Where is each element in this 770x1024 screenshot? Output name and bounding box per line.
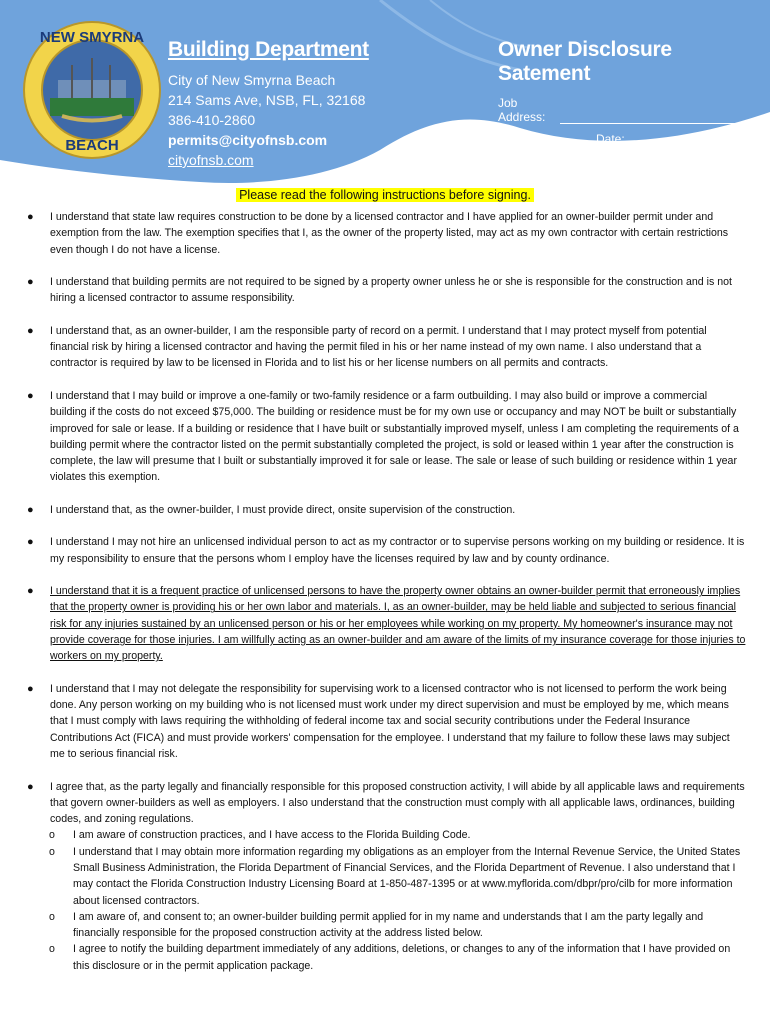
bullet-icon: ● [27, 324, 34, 337]
circle-bullet-icon: o [49, 845, 55, 858]
job-address-row [498, 96, 738, 124]
bullet-icon: ● [27, 536, 34, 549]
seal-top-text: NEW SMYRNA [39, 29, 145, 46]
bullet-icon: ● [27, 585, 34, 598]
sub-item: o I am aware of construction practices, and I have access to the Florida Building Code. [22, 827, 746, 843]
list-item: ● I understand that state law requires construction to be done by a licensed contractor and I have applied for an owner-builder permit under and exemption from the law. The exemption specifies that I, as the owner of the property listed, may act as my own contractor with certain restrictions even though I do not have a license. [27, 211, 729, 256]
sub-list [50, 827, 746, 974]
bullet-icon: ● [27, 389, 34, 402]
list-item: ● I understand that I may build or improve a one-family or two-family residence or a farm outbuilding. I may also build or improve a commercial building if the costs do not exceed $75,000. The building or residence must be for my own use or occupancy and may NOT be built or substantially improved for sale or lease. If a building or residence that I have built or substantially improved myself, unless I am completing the requirements of a building permit where the contractor listed on the permit substantially completed the project, is sold or leased within 1 year after the construction is complete, the law will presume that I built or substantially improved it for sale or lease. The sale or lease of such building or residence within 1 year violates this exemption. [27, 389, 739, 484]
bullet-icon: ● [27, 503, 34, 516]
department-info [168, 38, 369, 170]
bullet-icon: ● [27, 780, 34, 793]
bullet-icon: ● [27, 682, 34, 695]
list-item: ● I understand that I may not delegate the responsibility for supervising work to a licensed contractor who is not licensed to perform the work being done. Any person working on my building who is not licensed must work under my direct supervision and must be employed by me, which means that I must comply with laws requiring the withholding of federal income tax and social security contributions under the Federal Insurance Contributions Act (FICA) and must provide workers' compensation for the employee. I understand that my failure to follow these laws may subject me to serious financial risk. [27, 682, 730, 761]
notice-wrap [0, 186, 770, 204]
instructions-notice: Please read the following instructions before signing. [236, 188, 534, 202]
job-address-label: Job Address: [498, 96, 546, 124]
date-label: Date: [596, 132, 625, 146]
circle-bullet-icon: o [49, 943, 55, 956]
date-row [596, 132, 738, 146]
form-title: Owner Disclosure Satement [498, 38, 672, 85]
list-item: ● I understand that, as the owner-builder, I must provide direct, onsite supervision of the construction. [22, 502, 746, 518]
bullet-icon: ● [27, 276, 34, 289]
city-name: City of New Smyrna Beach [168, 72, 336, 88]
department-title: Building Department [168, 38, 369, 61]
phone-number: 386-410-2860 [168, 112, 256, 128]
list-item: ● I understand that, as an owner-builder, I am the responsible party of record on a permit. I understand that I may protect myself from potential financial risk by hiring a licensed contractor and having the permit filed in his or her name instead of my own name. I also understand that a contractor is required by law to be licensed in Florida and to list his or her license numbers on all permits and contracts. [27, 324, 707, 370]
list-item-warning: ● I understand that it is a frequent practice of unlicensed persons to have the property owner obtains an owner-builder permit that erroneously implies that the property owner is providing his or her own labor and materials. I, as an owner-builder, may be held liable and subjected to serious financial risk for any injuries sustained by an unlicensed person or his or her employees while working on my property. My homeowner's insurance may not provide coverage for those injuries. I am willfully acting as an owner-builder and am aware of the limits of my insurance coverage for those injuries to workers on my property. [27, 585, 746, 663]
date-field[interactable] [627, 133, 738, 146]
circle-bullet-icon: o [49, 829, 55, 842]
sub-item: o I agree to notify the building department immediately of any additions, deletions, or changes to any of the information that I have provided on this disclosure or in the permit application package. [49, 943, 731, 972]
email-link[interactable]: permits@cityofnsb.com [168, 132, 328, 148]
list-item: ● I agree that, as the party legally and financially responsible for this proposed construction activity, I will abide by all applicable laws and requirements that govern owner-builders as well as employers. I also understand that the construction must comply with all applicable laws, ordinances, building codes, and zoning regulations. o I am aware of construction practices, and I have access to the Florida Building Code. o I understand that I may obtain more information regarding my obligations as an employer from the Internal Revenue Service, the United States Small Business Administration, the Florida Department of Financial Services, and the Florida Department of Revenue. I also understand that I may contact the Florida Construction Industry Licensing Board at 1-850-487-1395 or at www.myflorida.com/dbpr/pro/cilb for more information about licensed contractors. o I am aware of, and consent to; an owner-builder building permit applied for in my name and understands that I am the party legally and financially responsible for the proposed construction activity at the address listed below. o I agree to notify the building department immediately of any additions, deletions, or changes to any of the information that I have provided on this disclosure or in the permit application package. [22, 779, 746, 975]
website-link[interactable]: cityofnsb.com [168, 152, 254, 168]
bullet-icon: ● [27, 211, 34, 223]
sub-item: o I understand that I may obtain more information regarding my obligations as an employer from the Internal Revenue Service, the United States Small Business Administration, the Florida Department of Financial Services, and the Florida Department of Revenue. I also understand that I may contact the Florida Construction Industry Licensing Board at 1-850-487-1395 or at www.myflorida.com/dbpr/pro/cilb for more information about licensed contractors. [49, 845, 741, 907]
sub-item: o I am aware of, and consent to; an owner-builder building permit applied for in my name and understands that I am the party legally and financially responsible for the proposed construction activity at the address listed below. [49, 910, 704, 940]
list-item: ● I understand I may not hire an unlicensed individual person to act as my contractor or to supervise persons working on my building or residence. It is my responsibility to ensure that the persons whom I employ have the licenses required by law and by county ordinance. [27, 536, 745, 565]
circle-bullet-icon: o [49, 910, 55, 923]
form-header [498, 38, 738, 146]
seal-bottom-text: BEACH [65, 137, 119, 154]
job-address-field[interactable] [560, 111, 738, 124]
city-seal [22, 20, 162, 160]
list-item: ● I understand that building permits are not required to be signed by a property owner unless he or she is responsible for the construction and is not hiring a licensed contractor to assume responsibility. [27, 276, 732, 305]
disclosure-list [22, 209, 746, 974]
street-address: 214 Sams Ave, NSB, FL, 32168 [168, 92, 366, 108]
